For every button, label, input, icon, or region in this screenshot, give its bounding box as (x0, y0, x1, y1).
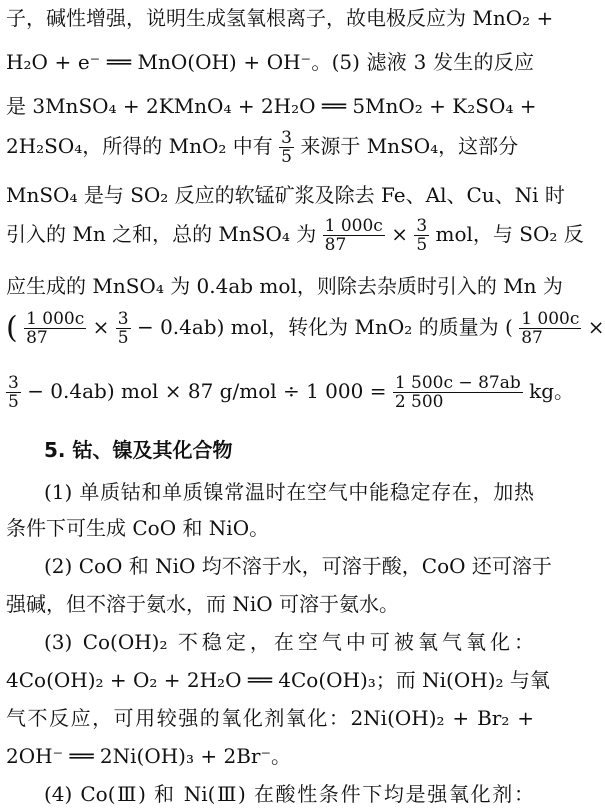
text-span: mol × 87 g/mol ÷ 1 000 = (121, 379, 387, 403)
times-sign: × (587, 315, 605, 339)
fraction-final-mass (393, 374, 523, 411)
text-line: H₂O + e⁻ ══ MnO(OH) + OH⁻。(5) 滤液 3 发生的反应 (6, 50, 534, 74)
text-span: 引入的 Mn 之和，总的 MnSO₄ 为 (6, 222, 317, 246)
text-line: 应生成的 MnSO₄ 为 0.4ab mol，则除去杂质时引入的 Mn 为 (6, 274, 563, 298)
fraction-denominator: 5 (8, 392, 19, 412)
fraction-1000c-87 (24, 310, 86, 347)
fraction-denominator: 5 (416, 235, 428, 255)
open-parenthesis: ( (505, 315, 513, 339)
section-heading: 5. 钴、镍及其化合物 (44, 438, 233, 462)
text-span: 2H₂SO₄，所得的 MnO₂ 中有 (6, 134, 273, 158)
text-span: 来源于 MnSO₄，这部分 (300, 134, 519, 158)
fraction-3-5 (279, 129, 294, 166)
fraction-denominator: 87 (324, 235, 347, 255)
fraction-denominator: 87 (26, 328, 48, 348)
paragraph-line: 强碱，但不溶于氨水，而 NiO 可溶于氨水。 (6, 592, 400, 616)
paragraph-line: 气不反应，可用较强的氧化剂氧化：2Ni(OH)₂ + Br₂ + (6, 706, 534, 730)
fraction-total-mnso4 (323, 217, 385, 254)
paragraph-line: (2) CoO 和 NiO 均不溶于水，可溶于酸，CoO 还可溶于 (44, 554, 552, 578)
text-span: kg。 (529, 379, 574, 403)
fraction-numerator: 1 000c (324, 216, 383, 236)
fraction-3-5 (116, 310, 131, 347)
text-span: mol，转化为 MnO₂ 的质量为 (230, 315, 499, 339)
text-line: 是 3MnSO₄ + 2KMnO₄ + 2H₂O ══ 5MnO₂ + K₂SO₄ + (6, 94, 537, 118)
fraction-denominator: 5 (281, 147, 292, 167)
times-sign: × (391, 222, 408, 246)
text-line-with-fraction (6, 126, 534, 166)
fraction-numerator: 1 000c (26, 309, 85, 329)
fraction-numerator: 3 (117, 309, 129, 329)
fraction-numerator: 3 (281, 128, 292, 148)
fraction-denominator: 2 500 (394, 392, 444, 412)
paragraph-line: (4) Co(Ⅲ) 和 Ni(Ⅲ) 在酸性条件下均是强氧化剂： (44, 782, 534, 806)
open-parenthesis: ( (6, 310, 18, 346)
fraction-numerator: 1 000c (521, 309, 580, 329)
text-line: 子，碱性增强，说明生成氢氧根离子，故电极反应为 MnO₂ + (6, 6, 554, 30)
fraction-3-5 (414, 217, 429, 254)
fraction-1000c-87 (519, 310, 581, 347)
text-line-with-fraction (6, 214, 584, 255)
paragraph-line: 2OH⁻ ══ 2Ni(OH)₃ + 2Br⁻。 (6, 744, 292, 768)
paragraph-line: (3) Co(OH)₂ 不稳定，在空气中可被氧气氧化： (44, 630, 534, 654)
fraction-denominator: 5 (117, 328, 129, 348)
text-line-with-fraction (6, 368, 574, 414)
text-line: MnSO₄ 是与 SO₂ 反应的软锰矿浆及除去 Fe、Al、Cu、Ni 时 (6, 183, 565, 207)
fraction-denominator: 87 (521, 328, 543, 348)
times-sign: × (92, 315, 110, 339)
fraction-3-5 (6, 374, 21, 411)
paragraph-line: (1) 单质钴和单质镍常温时在空气中能稳定存在，加热 (44, 480, 534, 504)
text-line-with-fraction (6, 304, 605, 350)
paragraph-line: 条件下可生成 CoO 和 NiO。 (6, 516, 270, 540)
text-span: mol，与 SO₂ 反 (435, 222, 584, 246)
paragraph-line: 4Co(OH)₂ + O₂ + 2H₂O ══ 4Co(OH)₃；而 Ni(OH)₂ 与氧 (6, 668, 550, 692)
fraction-numerator: 3 (416, 216, 428, 236)
fraction-numerator: 3 (8, 373, 19, 393)
fraction-numerator: 1 500c − 87ab (394, 373, 521, 393)
minus-term: − 0.4ab) (136, 315, 225, 339)
minus-term: − 0.4ab) (27, 379, 115, 403)
